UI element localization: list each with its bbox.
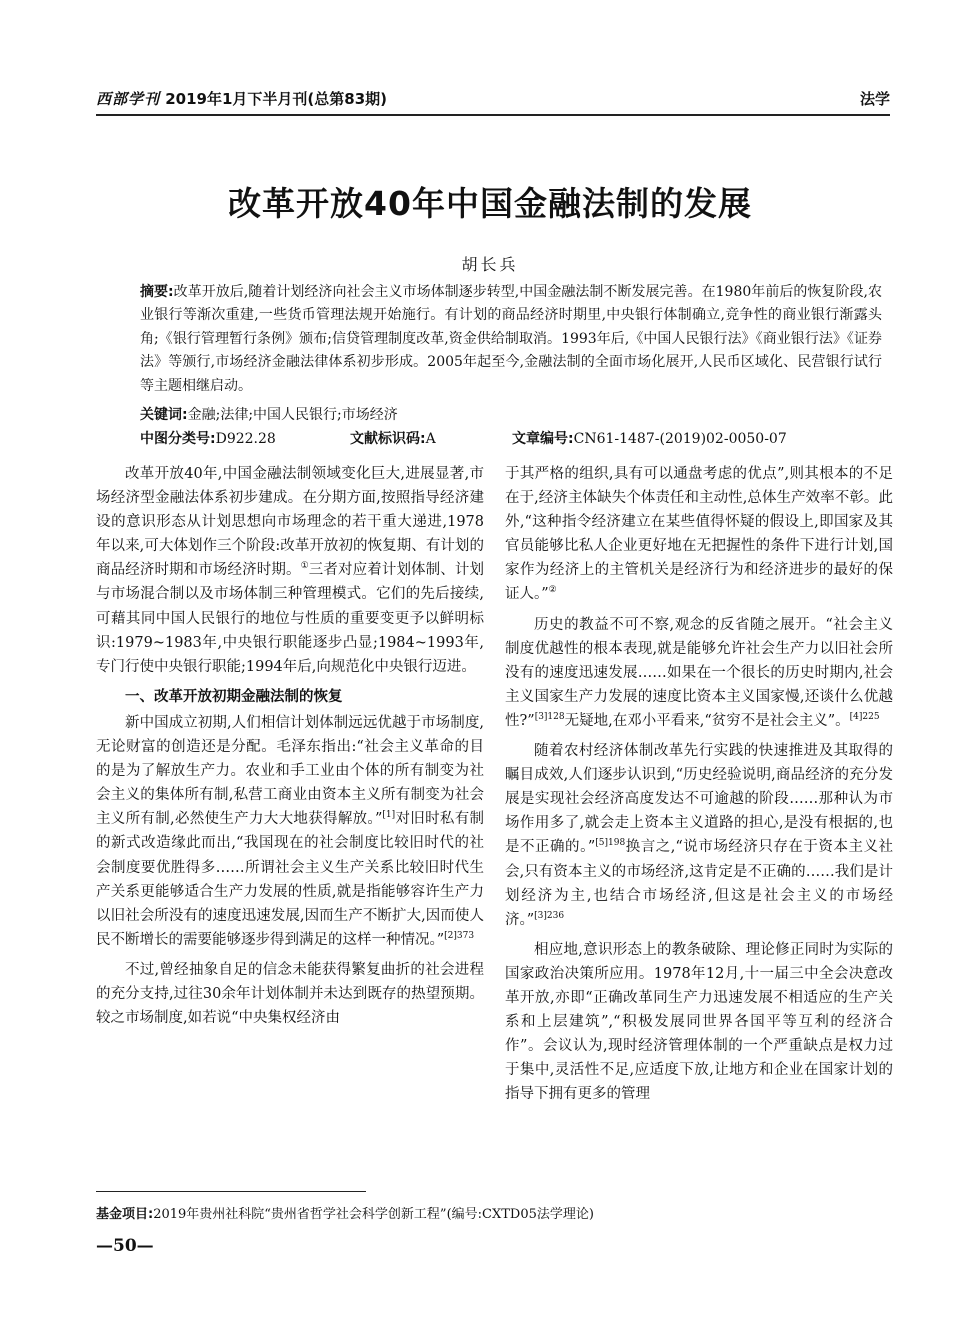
footnote-rule [96, 1191, 366, 1192]
abstract-label: 摘要: [140, 284, 174, 300]
citation-marker: [4]225 [849, 712, 880, 723]
text-run: 三者对应着计划体制、计划与市场混合制以及市场体制三种管理模式。它们的先后接续,可藉其同中国人民银行的地位与性质的重要变更予以鲜明标识:1979~1983年,中央银行职能逐步凸显;1984~1993年,专门行使中央银行职能;1994年后,向规范化中央银行迈进。 [96, 562, 485, 675]
abstract-text: 改革开放后,随着计划经济向社会主义市场体制逐步转型,中国金融法制不断发展完善。在1980年前后的恢复阶段,农业银行等渐次重建,一些货币管理法规开始施行。有计划的商品经济时期里,中央银行体制确立,竞争性的商业银行渐露头角;《银行管理暂行条例》颁布;信贷管理制度改革,资金供给制取消。1993年后,《中国人民银行法》《商业银行法》《证券法》等颁行,市场经济金融法律体系初步形成。2005年起至今,金融法制的全面市场化展开,人民币区域化、民营银行试行等主题相继启动。 [140, 284, 882, 394]
clc-value: D922.28 [215, 431, 276, 447]
clc-label: 中图分类号: [140, 431, 216, 447]
body-paragraph: 不过,曾经抽象自足的信念未能获得繁复曲折的社会进程的充分支持,过往30余年计划体制并未达到既存的热望预期。较之市场制度,如若说“中央集权经济由 [96, 961, 484, 1027]
header-rule [96, 114, 890, 116]
text-run: 于其严格的组织,具有可以通盘考虑的优点”,则其根本的不足在于,经济主体缺失个体责任和主动性,总体生产效率不彰。此外,“这种指令经济建立在某些值得怀疑的假设上,即国家及其官员能够比私人企业更好地在无把握性的条件下进行计划,国家作为经济上的主管机关是经济行为和经济进步的最好的保证人。” [505, 466, 893, 603]
footnote-marker: ② [548, 585, 557, 596]
doc-code [350, 428, 436, 448]
journal-issue: 2019年1月下半月刊(总第83期) [165, 90, 388, 108]
running-header [96, 86, 890, 112]
article-title: 改革开放40年中国金融法制的发展 [228, 184, 752, 223]
text-run: 对旧时私有制的新式改造缘此而出,“我国现在的社会制度比较旧时代的社会制度要优胜得多……所谓社会主义生产关系比较旧时代生产关系更能够适合生产力发展的性质,就是指能够容许生产力以旧社会所没有的速度迅速发展,因而生产不断扩大,因而使人民不断增长的需要能够逐步得到满足的这样一种情况。” [96, 811, 484, 948]
page-number: —50— [96, 1236, 154, 1256]
citation-marker: [3]236 [534, 910, 565, 921]
citation-marker: [1] [382, 810, 396, 821]
body-paragraph [96, 462, 484, 679]
left-column [96, 462, 484, 1036]
funding-footnote [96, 1203, 890, 1222]
keywords-text: 金融;法律;中国人民银行;市场经济 [187, 407, 398, 423]
citation-marker: [2]373 [444, 930, 475, 941]
article-value: CN61-1487-(2019)02-0050-07 [573, 431, 787, 447]
funding-label: 基金项目: [96, 1207, 154, 1222]
body-paragraph: 相应地,意识形态上的教条破除、理论修正同时为实际的国家政治决策所应用。1978年12月,十一届三中全会决意改革开放,亦即“正确改革同生产力迅速发展不相适应的生产关系和上层建筑”,“积极发展同世界各国平等互利的经济合作”。会议认为,现时经济管理体制的一个严重缺点是权力过于集中,灵活性不足,应适度下放,让地方和企业在国家计划的指导下拥有更多的管理 [505, 941, 893, 1103]
funding-text: 2019年贵州社科院“贵州省哲学社会科学创新工程”(编号:CXTD05法学理论) [153, 1207, 594, 1222]
section-tag: 法学 [859, 90, 890, 108]
body-paragraph [505, 613, 893, 733]
body-paragraph [505, 462, 893, 607]
citation-marker: [5]198 [595, 838, 626, 849]
citation-marker: [3]128 [534, 712, 565, 723]
section-heading: 一、改革开放初期金融法制的恢复 [125, 688, 343, 705]
article-number [512, 428, 787, 448]
clc-number [140, 428, 276, 448]
text-run: 新中国成立初期,人们相信计划体制远远优越于市场制度,无论财富的创造还是分配。毛泽东指出:“社会主义革命的目的是为了解放生产力。农业和手工业由个体的所有制变为社会主义的集体所有制,私营工商业由资本主义所有制变为社会主义所有制,必然使生产力大大地获得解放。” [96, 714, 484, 828]
text-run: 随着农村经济体制改革先行实践的快速推进及其取得的瞩目成效,人们逐步认识到,“历史经验说明,商品经济的充分发展是实现社会经济高度发达不可逾越的阶段……那种认为市场作用多了,就会走上资本主义道路的担心,是没有根据的,也是不正确的。” [505, 743, 893, 856]
abstract [140, 281, 882, 398]
keywords-label: 关键词: [140, 407, 188, 423]
journal-name: 西部学刊 [96, 90, 161, 108]
body-paragraph [505, 739, 893, 932]
doc-value: A [425, 431, 436, 447]
author-name: 胡长兵 [461, 255, 519, 274]
classification-line [140, 428, 882, 448]
text-run: 改革开放40年,中国金融法制领域变化巨大,进展显著,市场经济型金融法体系初步建成。在分期方面,按照指导经济建设的意识形态从计划思想向市场理念的若干重大递进,1978年以来,可大体划作三个阶段:改革开放初的恢复期、有计划的商品经济时期和市场经济时期。 [96, 466, 484, 579]
text-run: 换言之,“说市场经济只存在于资本主义社会,只有资本主义的市场经济,这肯定是不正确的……我们是计划经济为主,也结合市场经济,但这是社会主义的市场经济。” [505, 839, 893, 928]
footnote-marker: ① [300, 561, 309, 572]
body-paragraph [96, 711, 484, 952]
right-column [505, 462, 893, 1112]
keywords [140, 404, 882, 424]
text-run: 无疑地,在邓小平看来,“贫穷不是社会主义”。 [564, 712, 850, 729]
text-run: 历史的教益不可不察,观念的反省随之展开。“社会主义制度优越性的根本表现,就是能够允许社会生产力以旧社会所没有的速度迅速发展……如果在一个很长的历史时期内,社会主义国家生产力发展的速度比资本主义国家慢,还谈什么优越性?” [505, 616, 893, 729]
doc-label: 文献标识码: [350, 431, 426, 447]
article-label: 文章编号: [512, 431, 574, 447]
journal-issue-line [96, 88, 387, 109]
